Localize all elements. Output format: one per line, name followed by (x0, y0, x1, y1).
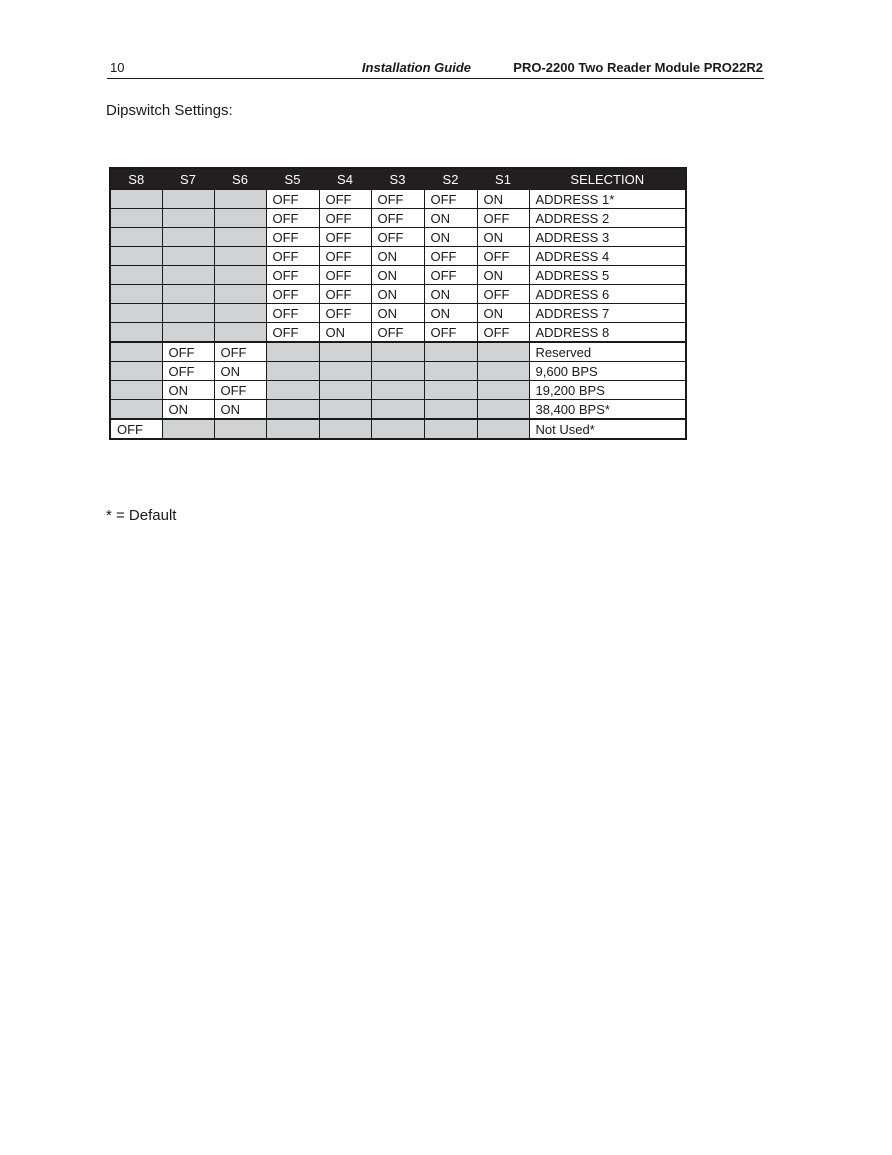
table-row (110, 362, 686, 381)
table-row (110, 209, 686, 228)
switch-cell (266, 419, 319, 439)
switch-cell (371, 381, 424, 400)
table-row (110, 323, 686, 343)
switch-cell: OFF (266, 190, 319, 209)
switch-cell: OFF (424, 323, 477, 343)
selection-cell: ADDRESS 2 (529, 209, 686, 228)
switch-cell (266, 342, 319, 362)
switch-cell: OFF (477, 247, 529, 266)
switch-cell (214, 266, 266, 285)
switch-cell (214, 247, 266, 266)
switch-cell: OFF (266, 285, 319, 304)
column-header-s7: S7 (162, 168, 214, 190)
selection-cell: ADDRESS 7 (529, 304, 686, 323)
switch-cell (477, 381, 529, 400)
switch-cell (371, 400, 424, 420)
switch-cell: ON (371, 247, 424, 266)
selection-cell: 38,400 BPS* (529, 400, 686, 420)
switch-cell: OFF (319, 209, 371, 228)
switch-cell (110, 285, 162, 304)
switch-cell (371, 362, 424, 381)
switch-cell: OFF (477, 323, 529, 343)
table-row (110, 266, 686, 285)
selection-cell: 19,200 BPS (529, 381, 686, 400)
switch-cell (424, 381, 477, 400)
switch-cell (477, 400, 529, 420)
switch-cell: ON (424, 228, 477, 247)
selection-cell: ADDRESS 5 (529, 266, 686, 285)
switch-cell (266, 362, 319, 381)
column-header-s1: S1 (477, 168, 529, 190)
page-header (107, 58, 764, 79)
table-row (110, 228, 686, 247)
footnote: * = Default (106, 507, 177, 524)
switch-cell: ON (214, 400, 266, 420)
switch-cell: OFF (214, 381, 266, 400)
switch-cell (162, 419, 214, 439)
table-row (110, 285, 686, 304)
switch-cell (110, 304, 162, 323)
switch-cell: ON (424, 285, 477, 304)
switch-cell: ON (477, 228, 529, 247)
selection-cell: ADDRESS 6 (529, 285, 686, 304)
switch-cell (110, 342, 162, 362)
switch-cell: OFF (319, 247, 371, 266)
switch-cell (162, 304, 214, 323)
selection-cell: 9,600 BPS (529, 362, 686, 381)
switch-cell: OFF (477, 209, 529, 228)
switch-cell: ON (162, 381, 214, 400)
switch-cell: OFF (424, 190, 477, 209)
switch-cell (424, 362, 477, 381)
switch-cell (110, 190, 162, 209)
switch-cell (214, 304, 266, 323)
switch-cell (110, 400, 162, 420)
switch-cell (319, 419, 371, 439)
switch-cell (424, 419, 477, 439)
switch-cell (162, 247, 214, 266)
column-header-selection: SELECTION (529, 168, 686, 190)
product-title: PRO-2200 Two Reader Module PRO22R2 (513, 60, 763, 75)
switch-cell (214, 228, 266, 247)
switch-cell (424, 342, 477, 362)
page-number: 10 (110, 60, 125, 75)
table-row (110, 190, 686, 209)
table-row (110, 342, 686, 362)
switch-cell: ON (162, 400, 214, 420)
switch-cell: OFF (266, 266, 319, 285)
section-heading: Dipswitch Settings: (106, 102, 233, 119)
column-header-s3: S3 (371, 168, 424, 190)
table-header-row (110, 168, 686, 190)
switch-cell (110, 381, 162, 400)
switch-cell: OFF (371, 323, 424, 343)
switch-cell: ON (477, 190, 529, 209)
switch-cell (266, 400, 319, 420)
switch-cell: OFF (319, 190, 371, 209)
switch-cell: OFF (266, 323, 319, 343)
switch-cell: OFF (266, 209, 319, 228)
switch-cell: ON (214, 362, 266, 381)
switch-cell (477, 342, 529, 362)
column-header-s5: S5 (266, 168, 319, 190)
selection-cell: ADDRESS 3 (529, 228, 686, 247)
switch-cell: OFF (424, 247, 477, 266)
switch-cell (319, 362, 371, 381)
switch-cell (266, 381, 319, 400)
switch-cell: OFF (319, 228, 371, 247)
switch-cell: OFF (371, 209, 424, 228)
switch-cell: OFF (477, 285, 529, 304)
switch-cell (162, 323, 214, 343)
switch-cell (214, 285, 266, 304)
table-row (110, 304, 686, 323)
switch-cell (110, 266, 162, 285)
switch-cell (162, 228, 214, 247)
selection-cell: ADDRESS 1* (529, 190, 686, 209)
switch-cell: OFF (266, 304, 319, 323)
switch-cell: OFF (110, 419, 162, 439)
switch-cell: ON (371, 266, 424, 285)
column-header-s2: S2 (424, 168, 477, 190)
switch-cell: OFF (371, 190, 424, 209)
switch-cell (110, 362, 162, 381)
switch-cell (319, 342, 371, 362)
switch-cell (371, 342, 424, 362)
column-header-s8: S8 (110, 168, 162, 190)
switch-cell: OFF (371, 228, 424, 247)
switch-cell: OFF (162, 342, 214, 362)
switch-cell (110, 247, 162, 266)
switch-cell: ON (371, 285, 424, 304)
switch-cell (214, 209, 266, 228)
column-header-s6: S6 (214, 168, 266, 190)
switch-cell (110, 323, 162, 343)
switch-cell: OFF (319, 304, 371, 323)
switch-cell: OFF (424, 266, 477, 285)
switch-cell (110, 228, 162, 247)
switch-cell: ON (371, 304, 424, 323)
selection-cell: ADDRESS 8 (529, 323, 686, 343)
switch-cell (214, 323, 266, 343)
selection-cell: ADDRESS 4 (529, 247, 686, 266)
switch-cell: OFF (162, 362, 214, 381)
switch-cell (424, 400, 477, 420)
switch-cell (214, 190, 266, 209)
switch-cell (162, 209, 214, 228)
column-header-s4: S4 (319, 168, 371, 190)
switch-cell (162, 266, 214, 285)
switch-cell: OFF (319, 266, 371, 285)
switch-cell: ON (424, 304, 477, 323)
selection-cell: Reserved (529, 342, 686, 362)
switch-cell: ON (477, 304, 529, 323)
switch-cell (477, 419, 529, 439)
table-body (110, 190, 686, 440)
switch-cell (319, 400, 371, 420)
table-row (110, 247, 686, 266)
switch-cell (214, 419, 266, 439)
switch-cell (477, 362, 529, 381)
switch-cell: OFF (214, 342, 266, 362)
switch-cell (371, 419, 424, 439)
switch-cell: ON (477, 266, 529, 285)
switch-cell: ON (319, 323, 371, 343)
dipswitch-table (109, 167, 687, 440)
switch-cell: OFF (266, 228, 319, 247)
switch-cell: ON (424, 209, 477, 228)
selection-cell: Not Used* (529, 419, 686, 439)
table-row (110, 419, 686, 439)
switch-cell (162, 190, 214, 209)
table-row (110, 400, 686, 420)
switch-cell: OFF (266, 247, 319, 266)
table-row (110, 381, 686, 400)
switch-cell: OFF (319, 285, 371, 304)
switch-cell (319, 381, 371, 400)
switch-cell (110, 209, 162, 228)
guide-title: Installation Guide (361, 60, 471, 75)
switch-cell (162, 285, 214, 304)
